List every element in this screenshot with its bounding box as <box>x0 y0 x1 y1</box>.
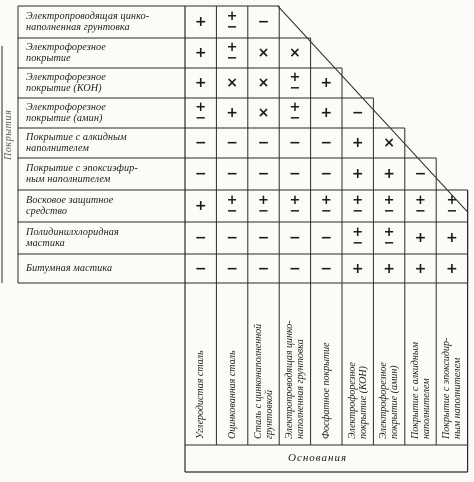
plus-minus-mark <box>190 100 212 126</box>
row-label: Электрофорезное покрытие (КОН) <box>26 72 106 94</box>
minus-mark: − <box>257 135 270 151</box>
minus-mark: − <box>320 166 333 182</box>
minus-mark: − <box>194 166 207 182</box>
column-header: Электрофорезное покрытие (амин) <box>378 362 401 439</box>
plus-mark: + <box>414 260 427 277</box>
row-label: Битумная мастика <box>26 263 113 274</box>
minus-mark: − <box>226 166 238 182</box>
cross-mark: × <box>383 135 395 151</box>
plus-part: + <box>383 193 395 208</box>
plus-part: + <box>195 100 207 115</box>
row-label: Восковое защитное средство <box>26 195 114 217</box>
minus-mark: − <box>226 135 238 151</box>
minus-mark: − <box>257 166 270 182</box>
minus-mark: − <box>194 260 207 277</box>
plus-minus-mark <box>347 193 369 219</box>
plus-mark: + <box>446 230 458 246</box>
minus-mark: − <box>320 230 333 246</box>
plus-part: + <box>446 193 458 208</box>
plus-minus-mark <box>284 100 306 126</box>
minus-part: − <box>289 204 301 219</box>
minus-part: − <box>226 51 238 66</box>
plus-mark: + <box>194 14 207 30</box>
plus-mark: + <box>194 198 207 214</box>
minus-part: − <box>320 204 332 219</box>
minus-mark: − <box>257 230 270 246</box>
minus-mark: − <box>289 260 301 277</box>
plus-minus-mark <box>410 193 432 219</box>
plus-minus-mark <box>315 193 337 219</box>
plus-part: + <box>320 193 332 208</box>
plus-part: + <box>415 193 426 208</box>
minus-part: − <box>383 204 395 219</box>
plus-mark: + <box>383 166 395 182</box>
plus-part: + <box>352 193 364 208</box>
plus-minus-mark <box>441 193 463 219</box>
plus-part: + <box>352 225 364 240</box>
plus-mark: + <box>351 135 364 151</box>
column-header: Электрофорезное покрытие (КОН) <box>346 362 369 439</box>
plus-minus-mark <box>221 40 243 66</box>
plus-mark: + <box>226 105 238 121</box>
plus-mark: + <box>446 260 458 277</box>
row-label: Электропроводящая цинко- наполненная грунтовка <box>26 11 150 33</box>
minus-mark: − <box>289 230 301 246</box>
plus-mark: + <box>351 260 364 277</box>
row-label: Покрытие с эпоксиэфир- ным наполнителем <box>26 163 138 185</box>
plus-minus-mark <box>221 9 243 35</box>
minus-part: − <box>446 204 458 219</box>
cross-mark: × <box>226 75 238 91</box>
plus-mark: + <box>194 45 207 61</box>
cross-mark: × <box>257 75 270 91</box>
minus-mark: − <box>320 260 333 277</box>
plus-minus-mark <box>284 70 306 96</box>
minus-mark: − <box>257 14 270 30</box>
plus-part: + <box>289 193 301 208</box>
plus-mark: + <box>320 75 333 91</box>
minus-mark: − <box>226 230 238 246</box>
plus-part: + <box>226 9 238 24</box>
plus-mark: + <box>383 260 395 277</box>
footer-label-substrates: Основания <box>288 452 348 464</box>
minus-mark: − <box>320 135 333 151</box>
minus-mark: − <box>194 230 207 246</box>
column-header: Углеродистая сталь <box>195 350 207 439</box>
plus-minus-mark <box>284 193 306 219</box>
minus-part: − <box>258 204 269 219</box>
plus-mark: + <box>320 105 333 121</box>
minus-part: − <box>226 20 238 35</box>
plus-part: + <box>289 100 301 115</box>
staircase-diagonal <box>278 6 468 212</box>
minus-mark: − <box>289 135 301 151</box>
plus-minus-mark <box>253 193 275 219</box>
plus-part: + <box>383 225 395 240</box>
row-label: Полидинилхлоридная мастика <box>26 227 119 249</box>
cross-mark: × <box>257 105 270 121</box>
row-label: Электрофорезное покрытие (амин) <box>26 102 106 124</box>
plus-part: + <box>289 70 301 85</box>
minus-part: − <box>195 111 207 126</box>
minus-mark: − <box>194 135 207 151</box>
minus-part: − <box>289 111 301 126</box>
plus-minus-mark <box>347 225 369 251</box>
column-header: Оцинкованная сталь <box>226 350 238 439</box>
minus-part: − <box>289 81 301 96</box>
row-label: Покрытие с алкидным наполнителем <box>26 132 127 154</box>
minus-part: − <box>352 236 364 251</box>
minus-part: − <box>383 236 395 251</box>
plus-mark: + <box>194 75 207 91</box>
column-header: Электропроводящая цинко- наполненная грунтовка <box>283 320 306 439</box>
minus-mark: − <box>257 260 270 277</box>
minus-mark: − <box>414 166 427 182</box>
column-header: Сталь с цинконаполненной грунтовкой <box>252 323 275 439</box>
minus-part: − <box>352 204 364 219</box>
plus-minus-mark <box>378 193 400 219</box>
plus-minus-mark <box>378 225 400 251</box>
column-header: Фосфатное покрытие <box>320 342 332 439</box>
cross-mark: × <box>257 45 270 61</box>
plus-part: + <box>226 193 238 208</box>
minus-part: − <box>415 204 426 219</box>
plus-part: + <box>226 40 238 55</box>
plus-minus-mark <box>221 193 243 219</box>
minus-mark: − <box>289 166 301 182</box>
row-label: Электрофорезное покрытие <box>26 42 106 64</box>
side-label-coatings: Покрытия <box>3 109 14 160</box>
minus-mark: − <box>351 105 364 121</box>
minus-part: − <box>226 204 238 219</box>
column-header: Покрытие с алкидным наполнителем <box>409 342 432 439</box>
cross-mark: × <box>289 45 301 61</box>
plus-part: + <box>258 193 269 208</box>
plus-mark: + <box>414 230 427 246</box>
column-header: Покрытие с эпоксидир- ным наполнителем <box>440 337 463 439</box>
minus-mark: − <box>226 260 238 277</box>
plus-mark: + <box>351 166 364 182</box>
